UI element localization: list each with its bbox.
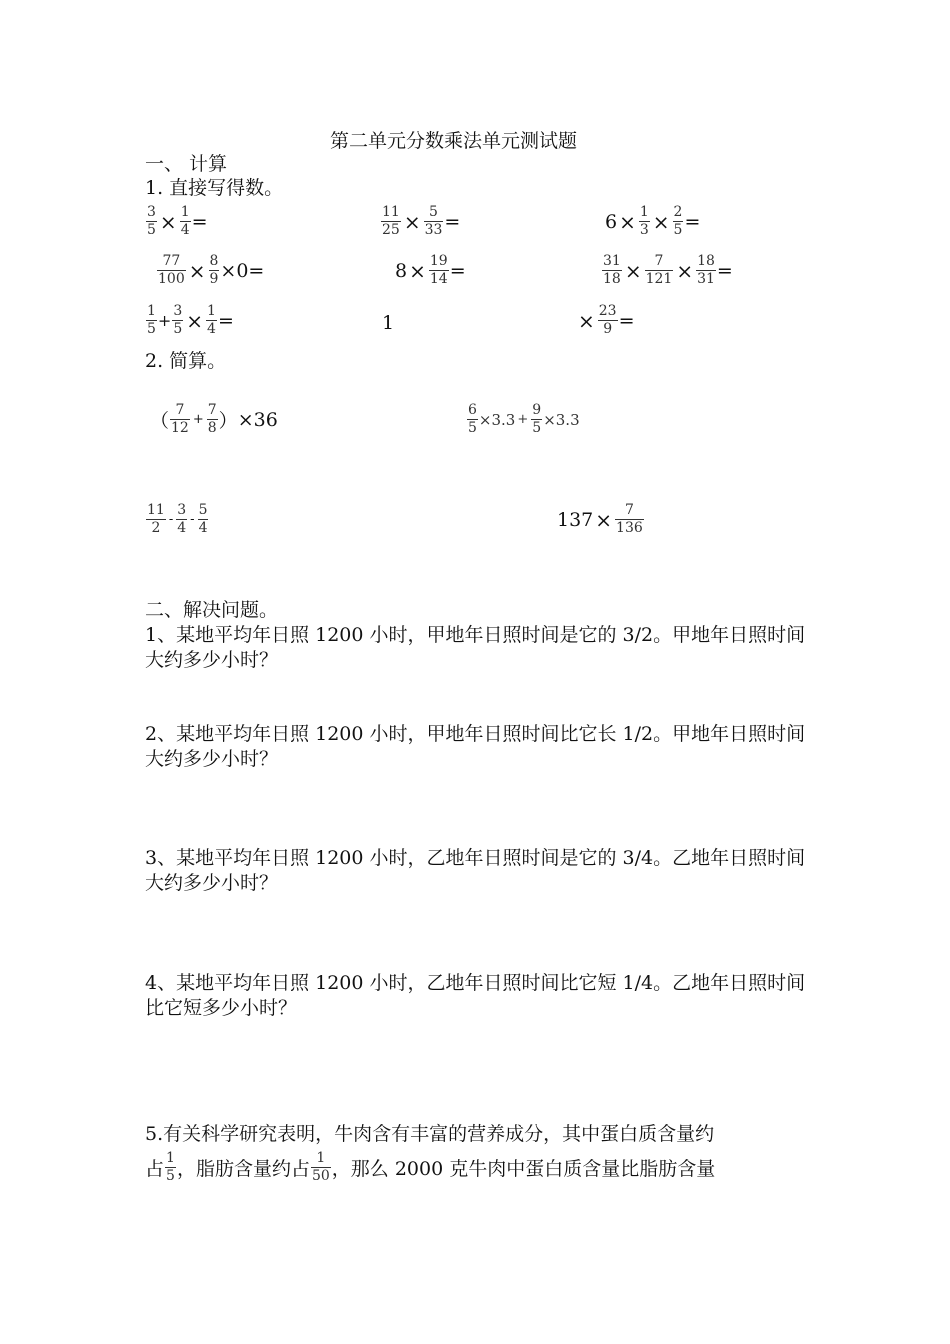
simplify-3: $\frac{11}{2}$ - $\frac{3}{4}$ - $\frac{5}{4}$ xyxy=(147,502,208,536)
fraction: $\frac{7}{121}$ xyxy=(645,253,673,287)
calc-1-9: × $\frac{23}{9}$ = xyxy=(578,303,635,337)
fraction: $\frac{5}{4}$ xyxy=(198,502,208,536)
calc-1-6: $\frac{31}{18}$ × $\frac{7}{121}$ × $\frac{18}{31}$ = xyxy=(603,253,733,287)
fraction: $\frac{1}{5}$ xyxy=(166,1150,175,1184)
fraction: $\frac{1}{5}$ xyxy=(147,303,156,337)
fraction: $\frac{7}{136}$ xyxy=(616,502,643,536)
page-title: 第二单元分数乘法单元测试题 xyxy=(330,130,578,152)
calc-1-3: 6 × $\frac{1}{3}$ × $\frac{2}{5}$ = xyxy=(605,204,701,238)
problem-5-line-2: 占 $\frac{1}{5}$ ，脂肪含量约占 $\frac{1}{50}$ ，那么 2000 克牛肉中蛋白质含量比脂肪含量 xyxy=(145,1150,716,1184)
calc-1-2: $\frac{11}{25}$ × $\frac{5}{33}$ = xyxy=(382,204,461,238)
fraction: $\frac{1}{4}$ xyxy=(207,303,216,337)
question-2-label: 2. 简算。 xyxy=(145,350,227,372)
fraction: $\frac{1}{50}$ xyxy=(311,1150,330,1184)
fraction: $\frac{3}{5}$ xyxy=(147,204,156,238)
fraction: $\frac{3}{4}$ xyxy=(177,502,187,536)
calc-1-8: 1 xyxy=(382,312,395,334)
question-1-label: 1. 直接写得数。 xyxy=(145,177,284,199)
calc-1-1: $\frac{3}{5}$ × $\frac{1}{4}$ = xyxy=(147,204,208,238)
fraction: $\frac{9}{5}$ xyxy=(532,402,542,436)
simplify-1: （ $\frac{7}{12}$ + $\frac{7}{8}$ ） ×36 xyxy=(150,402,278,436)
problem-1: 1、某地平均年日照 1200 小时，甲地年日照时间是它的 3/2。甲地年日照时间大约多少小时？ xyxy=(145,624,806,671)
calc-1-4: $\frac{77}{100}$ × $\frac{8}{9}$ ×0= xyxy=(158,253,265,287)
problem-5-line-1: 5.有关科学研究表明，牛肉含有丰富的营养成分，其中蛋白质含量约 xyxy=(145,1123,715,1145)
fraction: $\frac{77}{100}$ xyxy=(158,253,185,287)
fraction: $\frac{23}{9}$ xyxy=(598,303,617,337)
section-2-heading: 二、解决问题。 xyxy=(145,599,279,621)
fraction: $\frac{18}{31}$ xyxy=(697,253,715,287)
simplify-4: 137 × $\frac{7}{136}$ xyxy=(557,502,643,536)
fraction: $\frac{5}{33}$ xyxy=(424,204,443,238)
fraction: $\frac{7}{8}$ xyxy=(207,402,217,436)
fraction: $\frac{6}{5}$ xyxy=(468,402,477,436)
fraction: $\frac{11}{2}$ xyxy=(147,502,165,536)
fraction: $\frac{11}{25}$ xyxy=(382,204,400,238)
fraction: $\frac{8}{9}$ xyxy=(209,253,219,287)
fraction: $\frac{2}{5}$ xyxy=(673,204,683,238)
problem-2: 2、某地平均年日照 1200 小时，甲地年日照时间比它长 1/2。甲地年日照时间大约多少小时？ xyxy=(145,723,806,770)
fraction: $\frac{1}{3}$ xyxy=(639,204,649,238)
fraction: $\frac{1}{4}$ xyxy=(180,204,190,238)
fraction: $\frac{19}{14}$ xyxy=(429,253,448,287)
fraction: $\frac{7}{12}$ xyxy=(171,402,189,436)
calc-1-7: $\frac{1}{5}$ + $\frac{3}{5}$ × $\frac{1}{4}$ = xyxy=(147,303,234,337)
fraction: $\frac{3}{5}$ xyxy=(173,303,183,337)
section-1-heading: 一、 计算 xyxy=(145,153,228,175)
simplify-2: $\frac{6}{5}$ ×3.3 + $\frac{9}{5}$ ×3.3 xyxy=(468,402,580,436)
problem-3: 3、某地平均年日照 1200 小时，乙地年日照时间是它的 3/4。乙地年日照时间大约多少小时？ xyxy=(145,847,806,894)
calc-1-5: 8 × $\frac{19}{14}$ = xyxy=(395,253,466,287)
problem-4: 4、某地平均年日照 1200 小时，乙地年日照时间比它短 1/4。乙地年日照时间比它短多少小时？ xyxy=(145,972,806,1019)
fraction: $\frac{31}{18}$ xyxy=(603,253,621,287)
